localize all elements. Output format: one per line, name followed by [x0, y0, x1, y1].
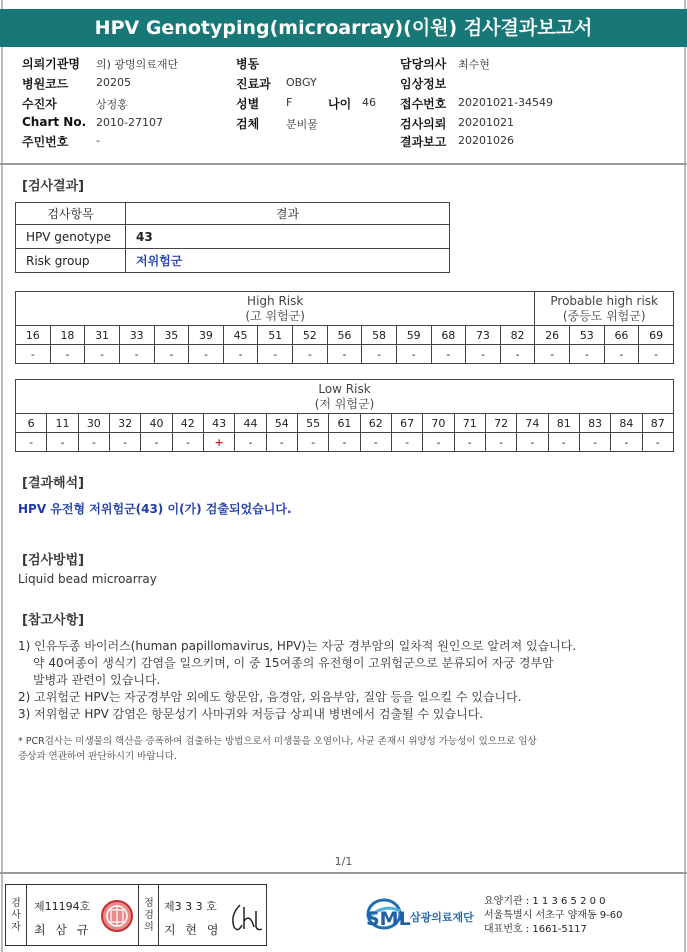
hpv-result-cell: -: [85, 345, 120, 364]
hpv-result-cell: -: [517, 433, 548, 452]
specimen-label: 검체: [236, 117, 260, 131]
sex-label: 성별: [236, 97, 260, 111]
hpv-result-cell: -: [235, 433, 266, 452]
hpv-type-cell: 44: [235, 414, 266, 433]
results-section-title: [검사결과]: [22, 179, 85, 194]
hpv-type-cell: 54: [266, 414, 297, 433]
dept-label: 진료과: [236, 77, 271, 91]
hpv-type-cell: 82: [500, 326, 535, 345]
hpv-type-cell: 59: [396, 326, 431, 345]
low-risk-label: Low Risk: [318, 381, 371, 396]
low-risk-group-row: [16, 380, 674, 414]
hpv-result-cell: -: [16, 345, 51, 364]
hpv-type-cell: 52: [293, 326, 328, 345]
hpv-result-cell: +: [203, 433, 234, 452]
hpv-type-cell: 33: [119, 326, 154, 345]
hpv-result-cell: -: [485, 433, 516, 452]
hpv-result-cell: -: [154, 345, 189, 364]
divider-top: [0, 163, 687, 165]
sig-divider: [138, 885, 139, 945]
hpv-result-cell: -: [396, 345, 431, 364]
results-table: [15, 202, 450, 273]
high-risk-table: [15, 291, 674, 364]
hpv-type-cell: 30: [78, 414, 109, 433]
hpv-type-cell: 74: [517, 414, 548, 433]
note-item-1: 1) 인유두종 바이러스(human papillomavirus, HPV)는 자궁 경부암의 일차적 원인으로 알려져 있습니다.: [18, 639, 577, 653]
hpv-result-cell: -: [431, 345, 466, 364]
low-risk-types-row: [16, 414, 674, 433]
specimen-value: 분비물: [286, 118, 318, 131]
low-risk-label-ko: (저 위험군): [314, 396, 375, 411]
sig-divider: [26, 885, 27, 945]
result-item: Risk group: [16, 249, 126, 273]
examiner-label: 검사자: [11, 898, 21, 933]
report-date-value: 20201026: [458, 134, 514, 147]
receiver-label: 수진자: [22, 97, 57, 111]
hpv-type-cell: 69: [639, 326, 674, 345]
notes-section-title: [참고사항]: [22, 613, 85, 628]
hpv-type-cell: 45: [223, 326, 258, 345]
hpv-result-cell: -: [548, 433, 579, 452]
logo-text: SML: [366, 908, 411, 930]
hpv-type-cell: 72: [485, 414, 516, 433]
resident-no-value: -: [96, 134, 100, 147]
method-text: Liquid bead microarray: [18, 572, 157, 586]
institution-value: 의) 광명의료재단: [96, 58, 179, 71]
hpv-result-cell: -: [604, 345, 639, 364]
logo-name: 삼광의료재단: [410, 911, 474, 924]
hpv-result-cell: -: [293, 345, 328, 364]
clinical-info-label: 임상정보: [400, 77, 447, 91]
table-row: [16, 225, 450, 249]
hpv-result-cell: -: [189, 345, 224, 364]
probable-risk-label: Probable high risk: [550, 293, 658, 308]
hpv-result-cell: -: [500, 345, 535, 364]
hpv-result-cell: -: [297, 433, 328, 452]
hpv-type-cell: 73: [466, 326, 501, 345]
signature-block: [5, 884, 267, 946]
hpv-result-cell: -: [172, 433, 203, 452]
reviewer-signature: [226, 897, 264, 935]
low-risk-group-header: [16, 380, 674, 414]
lab-address: 서울특별시 서초구 양재동 9-60: [484, 910, 623, 921]
age-label: 나이: [328, 97, 352, 111]
notes-list: [18, 638, 668, 723]
examiner-seal: [100, 899, 134, 933]
lab-info: [484, 895, 623, 937]
hpv-type-cell: 6: [16, 414, 47, 433]
divider-bottom: [0, 872, 687, 874]
hpv-result-cell: -: [454, 433, 485, 452]
hpv-type-cell: 68: [431, 326, 466, 345]
doctor-value: 최수현: [458, 58, 490, 71]
hpv-type-cell: 71: [454, 414, 485, 433]
sml-logo-icon: [366, 895, 482, 935]
hospital-code-value: 20205: [96, 76, 131, 89]
hpv-result-cell: -: [535, 345, 570, 364]
interpretation-section-title: [결과해석]: [22, 476, 85, 491]
hpv-result-cell: -: [16, 433, 47, 452]
hpv-type-cell: 53: [570, 326, 605, 345]
report-header: [0, 9, 687, 47]
hpv-result-cell: -: [223, 345, 258, 364]
high-risk-label: High Risk: [247, 293, 304, 308]
page-number: 1/1: [334, 855, 353, 868]
sig-divider: [158, 885, 159, 945]
hpv-type-cell: 58: [362, 326, 397, 345]
request-date-value: 20201021: [458, 116, 514, 129]
hpv-result-cell: -: [327, 345, 362, 364]
resident-no-label: 주민번호: [22, 135, 69, 149]
hpv-type-cell: 61: [329, 414, 360, 433]
hpv-type-cell: 31: [85, 326, 120, 345]
lab-phone: 대표번호 : 1661-5117: [484, 924, 587, 935]
result-value: 저위험군: [126, 249, 450, 273]
hpv-type-cell: 81: [548, 414, 579, 433]
footnote-line-1: * PCR검사는 미생물의 핵산을 증폭하여 검출하는 방법으로서 미생물을 오염이나, 사균 존재시 위양성 가능성이 있으므로 임상: [18, 736, 537, 747]
hpv-result-cell: -: [642, 433, 673, 452]
hpv-result-cell: -: [423, 433, 454, 452]
probable-risk-label-ko: (중등도 위험군): [562, 308, 646, 323]
hpv-result-cell: -: [258, 345, 293, 364]
lab-code: 요양기관 : 1 1 3 6 5 2 0 0: [484, 896, 606, 907]
hpv-result-cell: -: [109, 433, 140, 452]
hpv-result-cell: -: [466, 345, 501, 364]
hpv-type-cell: 16: [16, 326, 51, 345]
receiver-value: 상정홍: [96, 98, 128, 111]
age-value: 46: [362, 96, 376, 109]
note-item-2: 2) 고위험군 HPV는 자궁경부암 외에도 항문암, 음경암, 외음부암, 질암 등을 일으킬 수 있습니다.: [18, 690, 522, 704]
hpv-type-cell: 67: [391, 414, 422, 433]
doctor-label: 담당의사: [400, 57, 447, 71]
high-risk-values-row: [16, 345, 674, 364]
hpv-type-cell: 32: [109, 414, 140, 433]
hpv-result-cell: -: [119, 345, 154, 364]
result-value: 43: [126, 225, 450, 249]
hpv-type-cell: 87: [642, 414, 673, 433]
table-row: [16, 249, 450, 273]
hpv-result-cell: -: [47, 433, 78, 452]
note-item-1-cont: 약 40여종이 생식기 감염을 일으키며, 이 중 15여종의 유전형이 고위험군으로 분류되어 자궁 경부암: [33, 656, 554, 670]
report-title: HPV Genotyping(microarray)(이원) 검사결과보고서: [94, 17, 593, 39]
hpv-type-cell: 40: [141, 414, 172, 433]
low-risk-values-row: [16, 433, 674, 452]
high-risk-group-header: [16, 292, 535, 326]
col-item-header: 검사항목: [16, 203, 126, 225]
hpv-result-cell: -: [50, 345, 85, 364]
hpv-result-cell: -: [329, 433, 360, 452]
report-date-label: 결과보고: [400, 135, 447, 149]
hpv-type-cell: 26: [535, 326, 570, 345]
hpv-type-cell: 84: [611, 414, 642, 433]
ward-label: 병동: [236, 57, 260, 71]
hpv-type-cell: 55: [297, 414, 328, 433]
hpv-type-cell: 70: [423, 414, 454, 433]
examiner-name: 최 삼 규: [34, 923, 92, 937]
high-risk-group-row: [16, 292, 674, 326]
reviewer-label: 점검의: [144, 898, 154, 933]
hpv-type-cell: 43: [203, 414, 234, 433]
probable-risk-group-header: [535, 292, 674, 326]
hpv-result-cell: -: [266, 433, 297, 452]
lab-logo: [366, 895, 482, 939]
note-item-3: 3) 저위험군 HPV 감염은 항문성기 사마귀와 저등급 상피내 병변에서 검출될 수 있습니다.: [18, 707, 484, 721]
chart-no-value: 2010-27107: [96, 116, 163, 129]
hpv-result-cell: -: [362, 345, 397, 364]
examiner-license-no: 제11194호: [34, 900, 91, 913]
low-risk-table: [15, 379, 674, 452]
hpv-result-cell: -: [639, 345, 674, 364]
request-date-label: 검사의뢰: [400, 117, 447, 131]
hpv-type-cell: 39: [189, 326, 224, 345]
hpv-type-cell: 51: [258, 326, 293, 345]
hpv-type-cell: 66: [604, 326, 639, 345]
accession-label: 접수번호: [400, 97, 447, 111]
hpv-type-cell: 18: [50, 326, 85, 345]
interpretation-text: HPV 유전형 저위험군(43) 이(가) 검출되었습니다.: [18, 502, 292, 516]
hpv-type-cell: 83: [579, 414, 610, 433]
hpv-type-cell: 42: [172, 414, 203, 433]
hpv-type-cell: 56: [327, 326, 362, 345]
hpv-type-cell: 62: [360, 414, 391, 433]
col-result-header: 결과: [126, 203, 450, 225]
institution-label: 의뢰기관명: [22, 57, 80, 71]
hpv-result-cell: -: [579, 433, 610, 452]
hpv-result-cell: -: [611, 433, 642, 452]
reviewer-name: 지 현 영: [164, 923, 222, 937]
hpv-result-cell: -: [78, 433, 109, 452]
hpv-result-cell: -: [391, 433, 422, 452]
hospital-code-label: 병원코드: [22, 77, 69, 91]
results-header-row: [16, 203, 450, 225]
hpv-result-cell: -: [360, 433, 391, 452]
hpv-type-cell: 11: [47, 414, 78, 433]
dept-value: OBGY: [286, 76, 317, 89]
hpv-type-cell: 35: [154, 326, 189, 345]
sex-value: F: [286, 96, 293, 109]
footnote: [18, 734, 668, 764]
hpv-result-cell: -: [570, 345, 605, 364]
hpv-result-cell: -: [141, 433, 172, 452]
high-risk-types-row: [16, 326, 674, 345]
reviewer-license-no: 제3 3 3 호: [164, 900, 217, 913]
footnote-line-2: 증상과 연관하여 판단하시기 바랍니다.: [18, 751, 177, 762]
chart-no-label: Chart No.: [22, 115, 87, 129]
accession-value: 20201021-34549: [458, 96, 553, 109]
note-item-1-cont2: 발병과 관련이 있습니다.: [33, 673, 161, 687]
high-risk-label-ko: (고 위험군): [245, 308, 305, 323]
result-item: HPV genotype: [16, 225, 126, 249]
method-section-title: [검사방법]: [22, 553, 85, 568]
